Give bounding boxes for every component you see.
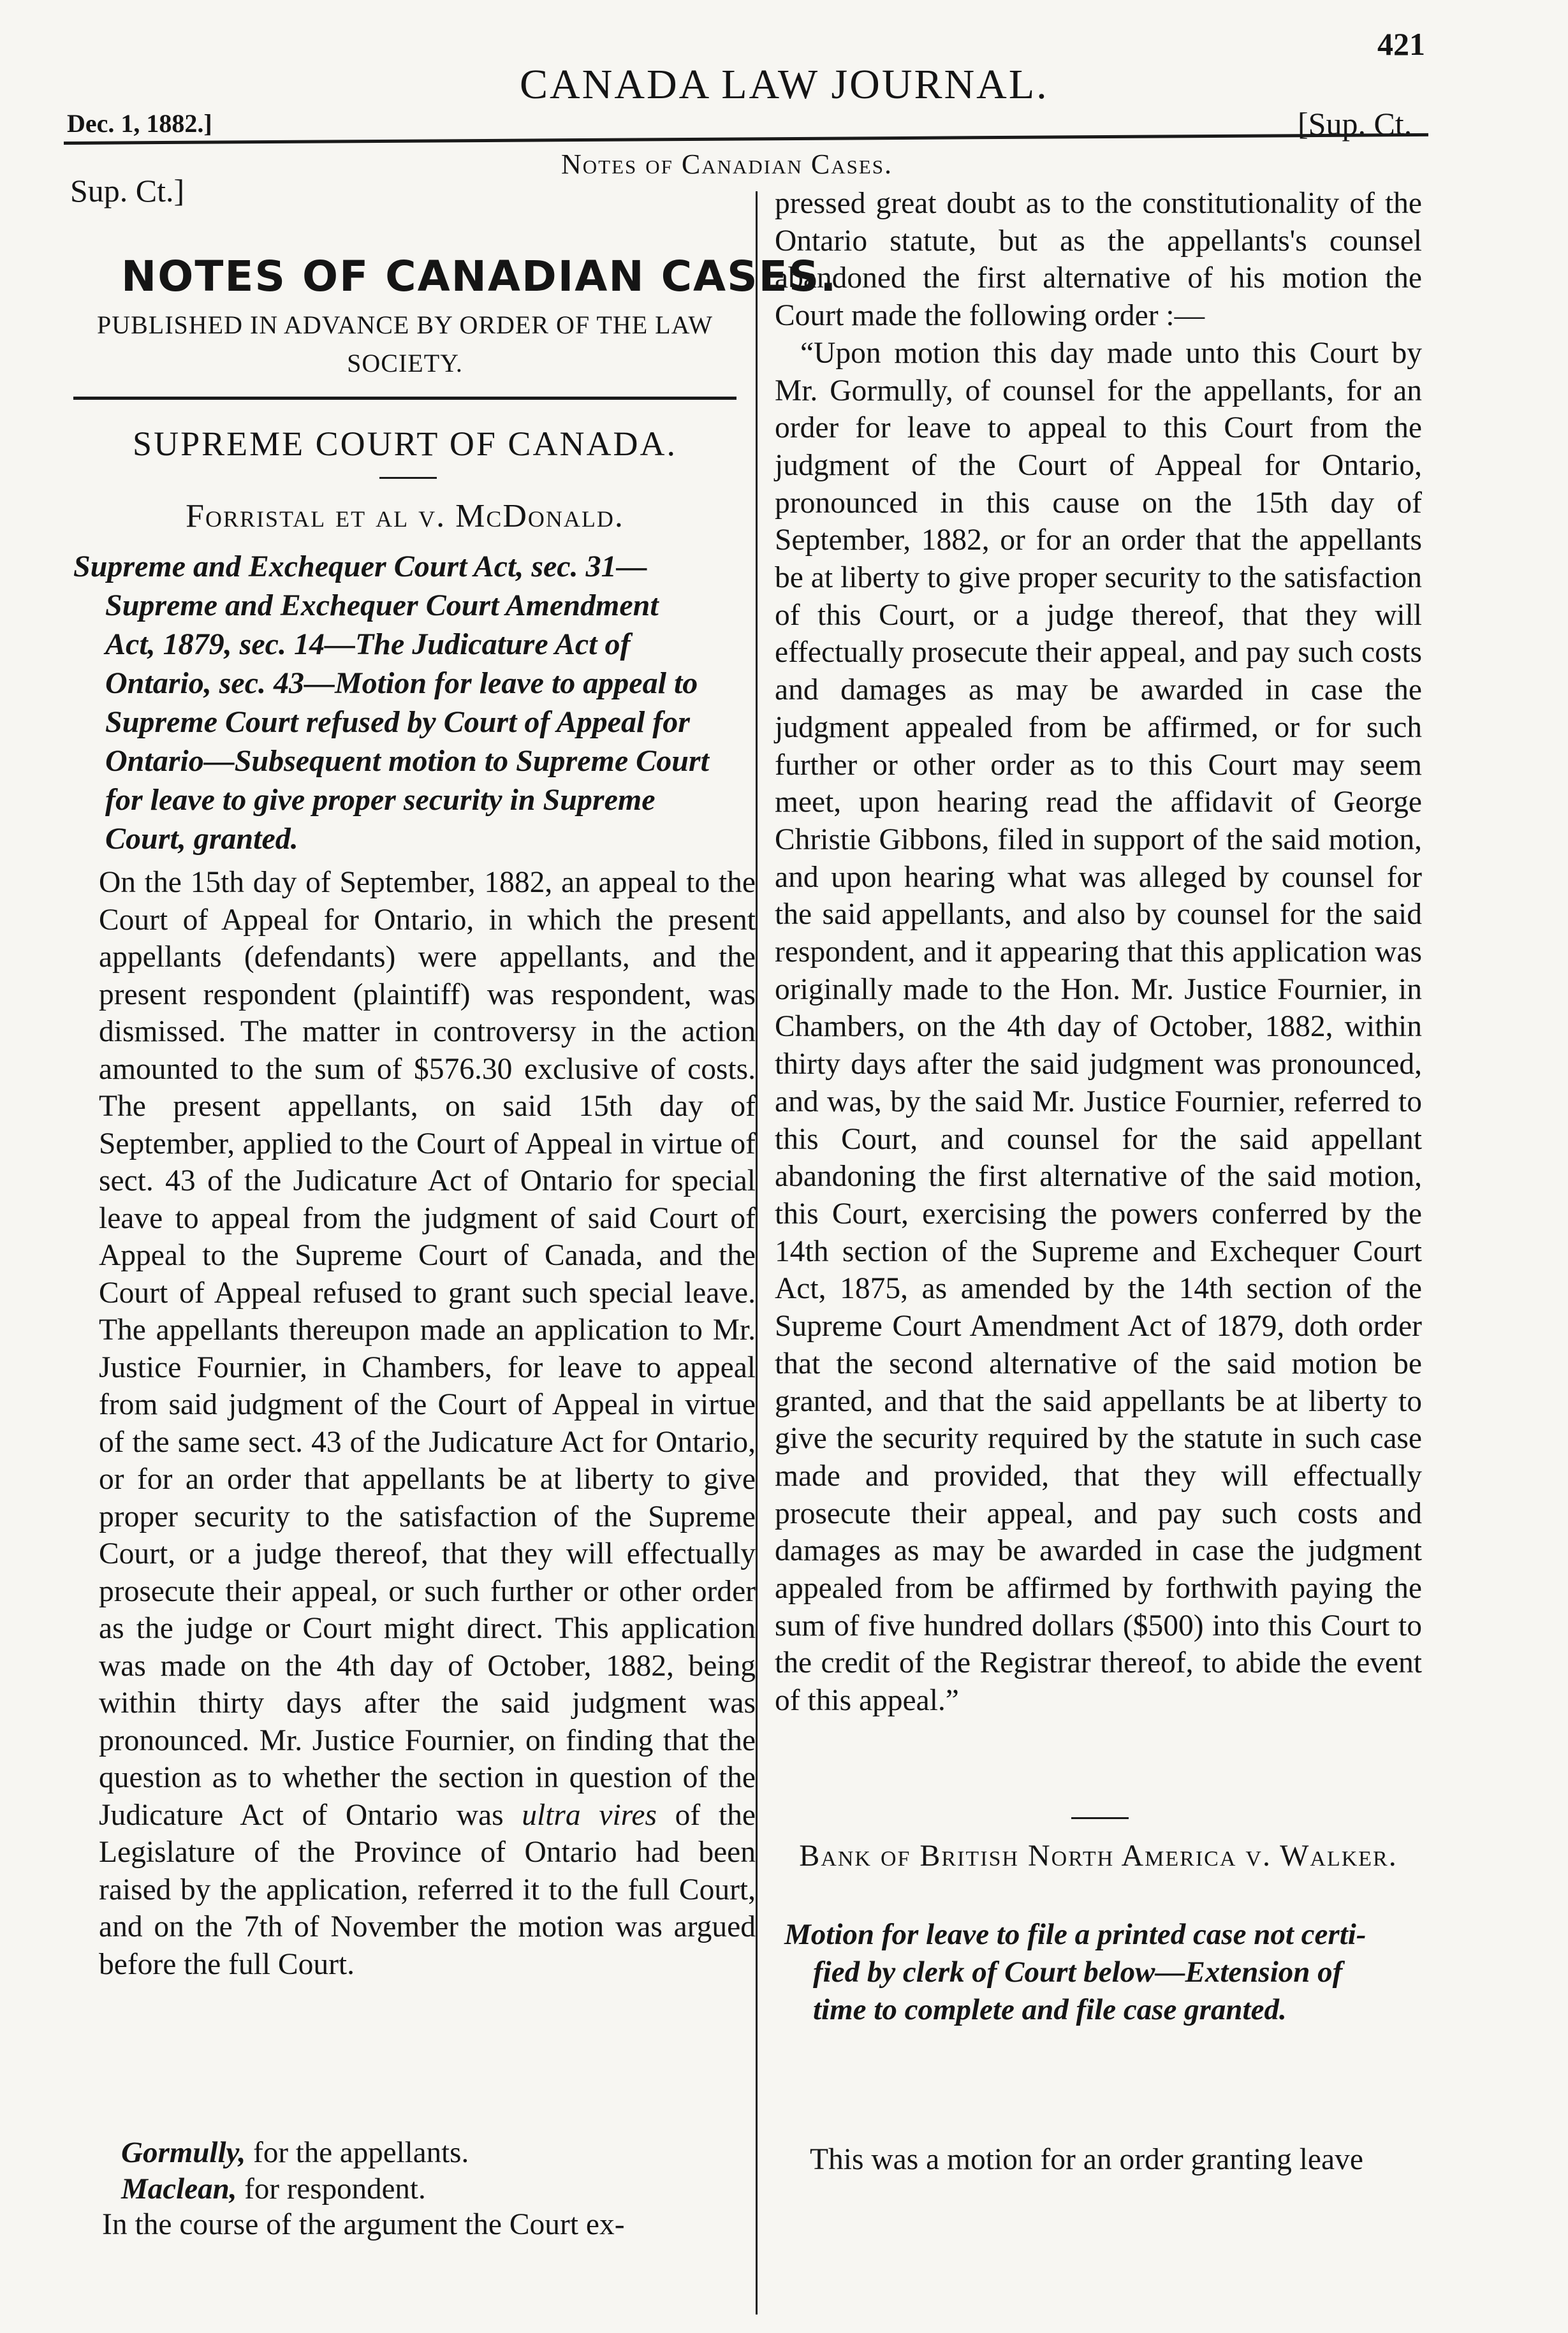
running-head-right: [Sup. Ct. <box>1298 106 1412 142</box>
counsel-respondent: Maclean, for respondent. <box>121 2172 426 2205</box>
published-note: PUBLISHED IN ADVANCE BY ORDER OF THE LAW SOCIETY. <box>96 311 714 377</box>
headnote-line: Motion for leave to file a printed case not certi- <box>784 1918 1367 1951</box>
continuation-paragraph: pressed great doubt as to the constitutionality of the Ontario statute, but as the appellants's counsel abandoned the first alternative of his motion the Court made the following order :— <box>775 187 1422 333</box>
case-headnote <box>73 547 749 858</box>
headnote-line: Supreme and Exchequer Court Amendment <box>105 589 659 622</box>
case-body <box>99 864 756 1983</box>
headnote-line: Supreme and Exchequer Court Act, sec. 31— <box>73 550 647 583</box>
case-title: Forristal et al v. McDonald. <box>186 498 624 534</box>
right-column-text <box>775 185 1422 1720</box>
headnote-line: Ontario, sec. 43—Motion for leave to appeal to <box>105 666 698 700</box>
column-divider <box>756 191 758 2315</box>
section-header: Notes of Canadian Cases. <box>561 149 893 180</box>
court-heading: SUPREME COURT OF CANADA. <box>133 425 677 463</box>
body-paragraph-cont: of the Legislature of the Province of Ontario had been raised by the application, referred it to the full Court, and on the 7th of November the motion was argued before the full Court. <box>99 1798 756 1981</box>
short-divider <box>1071 1817 1129 1819</box>
case2-body: This was a motion for an order granting leave <box>810 2143 1363 2176</box>
running-head-left: Sup. Ct.] <box>70 173 185 208</box>
headnote-line: Court, granted. <box>105 822 298 856</box>
notes-title: NOTES OF CANADIAN CASES. <box>121 252 838 301</box>
counsel-appellants: Gormully, for the appellants. <box>121 2136 469 2169</box>
court-order: “Upon motion this day made unto this Court by Mr. Gormully, of counsel for the appellants, for an order for leave to appeal to this Court from the judgment of the Court of Appeal for Ontario, pronounced in this cause on the 15th day of September, 1882, or for an order that the appellants be at liberty to give proper security to the satisfaction of this Court, or a judge thereof, that they will effectually prosecute their appeal, and pay such costs and damages as may be awarded in case the judgment appealed from be affirmed, or for such further or other order as to this Court may seem meet, upon hearing read the affidavit of George Christie Gibbons, filed in support of the said motion, and upon hearing what was alleged by counsel for the said appellants, and also by counsel for the said respondent, and it appearing that this application was originally made to the Hon. Mr. Justice Fournier, in Chambers, on the 4th day of October, 1882, within thirty days after the said judgment was pronounced, and was, by the said Mr. Justice Fournier, referred to this Court, and counsel for the said appellant abandoning the first alternative of the said motion, this Court, exercising the powers conferred by the 14th section of the Supreme and Exchequer Court Act, 1875, as amended by the 14th section of the Supreme Court Amendment Act of 1879, doth order that the second alternative of the said motion be granted, and that the said appellants be at liberty to give the security required by the statute in such case made and provided, that they will effectually prosecute their appeal, and pay such costs and damages as may be awarded in case the judgment appealed from be affirmed by forthwith paying the sum of five hundred dollars ($500) into this Court to the credit of the Registrar thereof, to abide the event of this appeal.” <box>775 336 1422 1718</box>
body-paragraph: On the 15th day of September, 1882, an appeal to the Court of Appeal for Ontario, in which the present appellants (defendants) were appellants, and the present respondent (plaintiff) was respondent, was dismissed. The matter in controversy in the action amounted to the sum of $576.30 exclusive of costs. The present appellants, on said 15th day of September, applied to the Court of Appeal in virtue of sect. 43 of the Judicature Act of Ontario for special leave to appeal from the judgment of said Court of Appeal to the Supreme Court of Canada, and the Court of Appeal refused to grant such special leave. The appellants thereupon made an application to Mr. Justice Fournier, in Chambers, for leave to appeal from said judgment of the Court of Appeal in virtue of the same sect. 43 of the Judicature Act for Ontario, or for an order that appellants be at liberty to give proper security to the satisfaction of the Supreme Court, or a judge thereof, that they will effectually prosecute their appeal, or such further or other order as the judge or Court might direct. This application was made on the 4th day of October, 1882, being within thirty days after the said judgment was pronounced. Mr. Justice Fournier, on finding that the question as to whether the section in question of the Judicature Act of Ontario was <box>99 866 756 1832</box>
argument-line: In the course of the argument the Court ex- <box>102 2208 625 2241</box>
case-headnote-2 <box>784 1916 1428 2029</box>
page-number: 421 <box>1377 26 1425 62</box>
headnote-line: Act, 1879, sec. 14—The Judicature Act of <box>105 627 631 661</box>
journal-title: CANADA LAW JOURNAL. <box>520 61 1049 108</box>
headnote-line: for leave to give proper security in Supreme <box>105 783 656 817</box>
headnote-line: Ontario—Subsequent motion to Supreme Court <box>105 744 709 778</box>
case-title-2: Bank of British North America v. Walker. <box>799 1839 1398 1873</box>
headnote-line: fied by clerk of Court below—Extension of <box>813 1956 1343 1989</box>
body-italic: ultra vires <box>522 1798 657 1832</box>
intro-rule <box>73 397 736 400</box>
headnote-line: Supreme Court refused by Court of Appeal for <box>105 705 690 739</box>
headnote-line: time to complete and file case granted. <box>813 1993 1287 2026</box>
short-divider <box>379 477 437 479</box>
counsel-list <box>121 2135 469 2207</box>
header-rule <box>64 133 1428 145</box>
issue-date: Dec. 1, 1882.] <box>67 109 212 138</box>
